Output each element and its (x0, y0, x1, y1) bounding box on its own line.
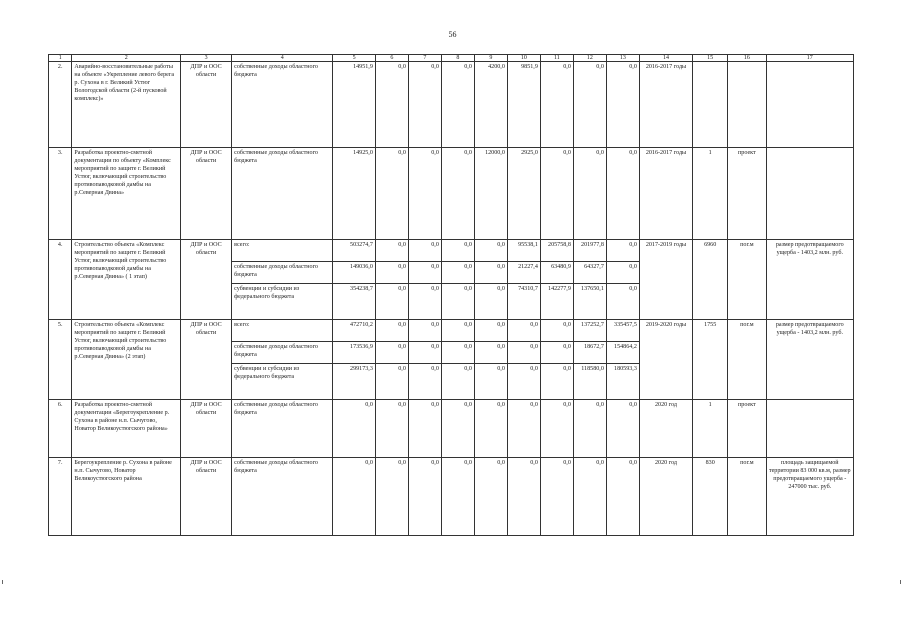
amount-cell: 142277,9 (540, 284, 573, 320)
amount-cell: 18672,7 (573, 342, 606, 364)
amount-cell: 2925,0 (507, 148, 540, 240)
amount-cell: 74310,7 (507, 284, 540, 320)
amount-cell: 0,0 (573, 400, 606, 458)
amount-cell: 0,0 (441, 62, 474, 148)
amount-cell: 0,0 (441, 240, 474, 262)
amount-cell: 0,0 (375, 262, 408, 284)
column-number-12: 12 (573, 55, 606, 62)
table-row (49, 62, 854, 148)
column-number-2: 2 (72, 55, 181, 62)
amount-cell: 0,0 (606, 148, 639, 240)
amount-cell: 0,0 (474, 320, 507, 342)
implementation-period: 2016-2017 годы (639, 62, 692, 148)
amount-cell: 0,0 (507, 364, 540, 400)
column-number-14: 14 (639, 55, 692, 62)
amount-cell: 95538,1 (507, 240, 540, 262)
column-number-1: 1 (49, 55, 72, 62)
expected-result: площадь защищаемой территории 83 000 кв.м, размер предотвращаемого ущерба - 247000 тыс. руб. (766, 458, 853, 536)
column-number-row (49, 55, 854, 62)
edge-mark-left (2, 580, 3, 584)
amount-cell: 118580,0 (573, 364, 606, 400)
amount-cell: 0,0 (375, 284, 408, 320)
amount-cell: 63480,9 (540, 262, 573, 284)
expected-result: размер предотвращаемого ущерба - 1403,2 млн. руб. (766, 320, 853, 400)
event-name: Строительство объекта «Комплекс мероприятий по защите г. Великий Устюг, включающий строительство противопаводковой дамбы на р.Северная Двина» ( 1 этап) (72, 240, 181, 320)
amount-cell: 0,0 (606, 458, 639, 536)
amount-cell: 0,0 (375, 400, 408, 458)
amount-cell: 0,0 (507, 320, 540, 342)
funding-source: собственные доходы областного бюджета (232, 62, 333, 148)
amount-cell: 0,0 (408, 148, 441, 240)
amount-cell: 0,0 (474, 364, 507, 400)
amount-cell: 0,0 (540, 320, 573, 342)
page-number: 56 (448, 30, 457, 39)
implementation-period: 2020 год (639, 458, 692, 536)
amount-cell: 0,0 (507, 400, 540, 458)
amount-cell: 0,0 (408, 342, 441, 364)
table-row (49, 458, 854, 536)
amount-cell: 173536,9 (333, 342, 376, 364)
amount-cell: 0,0 (507, 458, 540, 536)
column-number-17: 17 (766, 55, 853, 62)
event-name: Аварийно-восстановительные работы на объекте «Укрепление левого берега р. Сухона в г. Великий Устюг Вологодской области (2-й пусковой комплекс)» (72, 62, 181, 148)
column-number-9: 9 (474, 55, 507, 62)
amount-cell: 9851,9 (507, 62, 540, 148)
column-number-16: 16 (728, 55, 766, 62)
amount-cell: 0,0 (441, 320, 474, 342)
amount-cell: 0,0 (375, 62, 408, 148)
amount-cell: 64327,7 (573, 262, 606, 284)
implementation-period: 2017-2019 годы (639, 240, 692, 320)
event-name: Строительство объекта «Комплекс мероприятий по защите г. Великий Устюг, включающий строительство противопаводковой дамбы на р.Северная Двина» (2 этап) (72, 320, 181, 400)
column-number-6: 6 (375, 55, 408, 62)
table-row (49, 240, 854, 262)
event-name: Разработка проектно-сметной документации по объекту «Комплекс мероприятий по защите г. Великий Устюг, включающий строительство противопаводковой дамбы на р.Северная Двина» (72, 148, 181, 240)
expected-result: размер предотвращаемого ущерба - 1403,2 млн. руб. (766, 240, 853, 320)
amount-cell: 0,0 (540, 364, 573, 400)
amount-cell: 0,0 (540, 342, 573, 364)
funding-source: собственные доходы областного бюджета (232, 458, 333, 536)
amount-cell: 0,0 (474, 240, 507, 262)
amount-cell: 0,0 (408, 240, 441, 262)
funding-source: собственные доходы областного бюджета (232, 262, 333, 284)
unit (728, 62, 766, 148)
row-number: 7. (49, 458, 72, 536)
executor: ДПР и ООС области (181, 458, 232, 536)
amount-cell: 0,0 (333, 458, 376, 536)
amount-cell: 201977,8 (573, 240, 606, 262)
amount-cell: 503274,7 (333, 240, 376, 262)
amount-cell: 472710,2 (333, 320, 376, 342)
unit: проект (728, 148, 766, 240)
amount-cell: 299173,3 (333, 364, 376, 400)
amount-cell: 0,0 (474, 284, 507, 320)
amount-cell: 0,0 (441, 400, 474, 458)
column-number-10: 10 (507, 55, 540, 62)
funding-source: всего: (232, 240, 333, 262)
unit: проект (728, 400, 766, 458)
amount-cell: 137650,1 (573, 284, 606, 320)
amount-cell: 0,0 (408, 458, 441, 536)
table-row (49, 400, 854, 458)
quantity: 1 (693, 400, 728, 458)
amount-cell: 21227,4 (507, 262, 540, 284)
amount-cell: 0,0 (540, 148, 573, 240)
amount-cell: 12000,0 (474, 148, 507, 240)
funding-source: субвенции и субсидии из федерального бюджета (232, 364, 333, 400)
expected-result (766, 62, 853, 148)
column-number-4: 4 (232, 55, 333, 62)
quantity (693, 62, 728, 148)
event-name: Разработка проектно-сметной документации «Берегоукрепление р. Сухона в районе н.п. Сычугово, Новатор Великоустюгского района» (72, 400, 181, 458)
amount-cell: 0,0 (540, 62, 573, 148)
amount-cell: 0,0 (573, 458, 606, 536)
amount-cell: 0,0 (606, 262, 639, 284)
funding-source: всего: (232, 320, 333, 342)
amount-cell: 0,0 (408, 364, 441, 400)
amount-cell: 0,0 (408, 400, 441, 458)
amount-cell: 0,0 (540, 458, 573, 536)
amount-cell: 0,0 (441, 284, 474, 320)
amount-cell: 0,0 (441, 342, 474, 364)
amount-cell: 0,0 (573, 62, 606, 148)
amount-cell: 149036,0 (333, 262, 376, 284)
amount-cell: 0,0 (606, 62, 639, 148)
row-number: 5. (49, 320, 72, 400)
amount-cell: 0,0 (408, 62, 441, 148)
executor: ДПР и ООС области (181, 320, 232, 400)
column-number-8: 8 (441, 55, 474, 62)
amount-cell: 14951,9 (333, 62, 376, 148)
amount-cell: 335457,5 (606, 320, 639, 342)
amount-cell: 0,0 (441, 148, 474, 240)
column-number-13: 13 (606, 55, 639, 62)
implementation-period: 2020 год (639, 400, 692, 458)
funding-source: собственные доходы областного бюджета (232, 148, 333, 240)
amount-cell: 180593,3 (606, 364, 639, 400)
amount-cell: 0,0 (474, 400, 507, 458)
row-number: 4. (49, 240, 72, 320)
funding-source: собственные доходы областного бюджета (232, 342, 333, 364)
column-number-3: 3 (181, 55, 232, 62)
quantity: 1 (693, 148, 728, 240)
expected-result (766, 148, 853, 240)
unit: пог.м (728, 458, 766, 536)
amount-cell: 0,0 (540, 400, 573, 458)
funding-source: субвенции и субсидии из федерального бюджета (232, 284, 333, 320)
implementation-period: 2016-2017 годы (639, 148, 692, 240)
edge-mark-right (900, 580, 901, 584)
executor: ДПР и ООС области (181, 240, 232, 320)
amount-cell: 0,0 (606, 400, 639, 458)
amount-cell: 0,0 (474, 458, 507, 536)
amount-cell: 137252,7 (573, 320, 606, 342)
amount-cell: 0,0 (408, 262, 441, 284)
table-row (49, 148, 854, 240)
amount-cell: 205758,8 (540, 240, 573, 262)
row-number: 6. (49, 400, 72, 458)
amount-cell: 0,0 (375, 240, 408, 262)
amount-cell: 0,0 (441, 364, 474, 400)
amount-cell: 0,0 (606, 240, 639, 262)
amount-cell: 0,0 (441, 262, 474, 284)
quantity: 6960 (693, 240, 728, 320)
table-row (49, 320, 854, 342)
unit: пог.м (728, 320, 766, 400)
funding-source: собственные доходы областного бюджета (232, 400, 333, 458)
amount-cell: 0,0 (408, 284, 441, 320)
amount-cell: 0,0 (573, 148, 606, 240)
amount-cell: 0,0 (333, 400, 376, 458)
event-name: Берегоукрепление р. Сухона в районе н.п. Сычугово, Новатор Великоустюгского района (72, 458, 181, 536)
quantity: 1755 (693, 320, 728, 400)
budget-table (48, 54, 854, 536)
amount-cell: 0,0 (474, 262, 507, 284)
implementation-period: 2019-2020 годы (639, 320, 692, 400)
column-number-5: 5 (333, 55, 376, 62)
row-number: 2. (49, 62, 72, 148)
amount-cell: 0,0 (606, 284, 639, 320)
table-body (49, 55, 854, 536)
amount-cell: 0,0 (507, 342, 540, 364)
amount-cell: 0,0 (375, 148, 408, 240)
row-number: 3. (49, 148, 72, 240)
amount-cell: 0,0 (375, 342, 408, 364)
amount-cell: 0,0 (441, 458, 474, 536)
executor: ДПР и ООС области (181, 148, 232, 240)
unit: пог.м (728, 240, 766, 320)
amount-cell: 0,0 (375, 458, 408, 536)
executor: ДПР и ООС области (181, 62, 232, 148)
amount-cell: 14925,0 (333, 148, 376, 240)
amount-cell: 4200,0 (474, 62, 507, 148)
amount-cell: 0,0 (408, 320, 441, 342)
amount-cell: 0,0 (375, 364, 408, 400)
expected-result (766, 400, 853, 458)
column-number-15: 15 (693, 55, 728, 62)
column-number-11: 11 (540, 55, 573, 62)
quantity: 830 (693, 458, 728, 536)
executor: ДПР и ООС области (181, 400, 232, 458)
amount-cell: 0,0 (375, 320, 408, 342)
amount-cell: 354238,7 (333, 284, 376, 320)
amount-cell: 0,0 (474, 342, 507, 364)
column-number-7: 7 (408, 55, 441, 62)
amount-cell: 154864,2 (606, 342, 639, 364)
